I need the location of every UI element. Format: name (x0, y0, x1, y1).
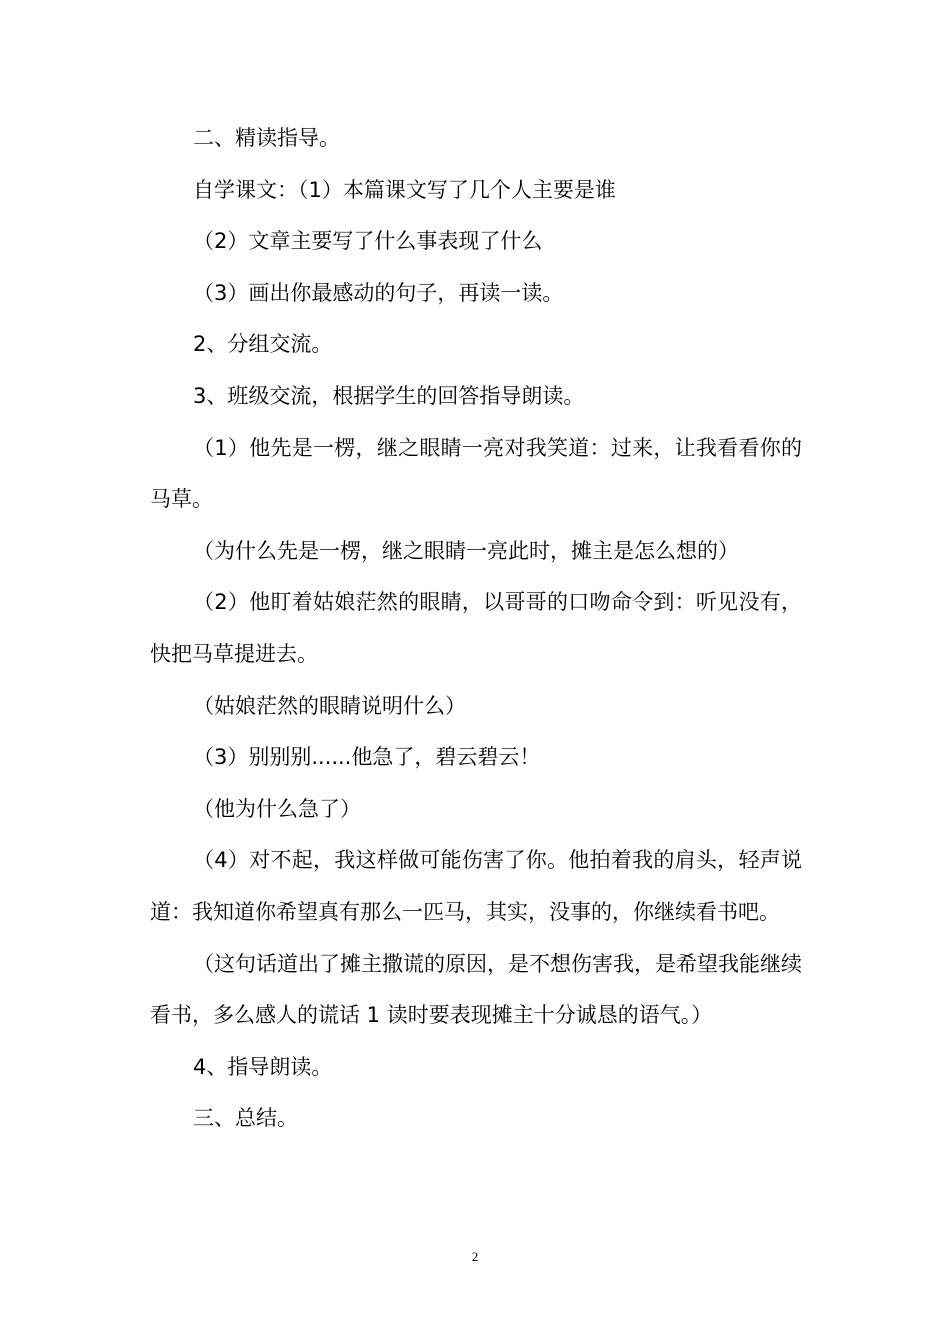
paragraph-quote-2: （2）他盯着姑娘茫然的眼睛，以哥哥的口吻命令到：听见没有，快把马草提进去。 (150, 590, 802, 666)
paragraph-quote-3: （3）别别别......他急了，碧云碧云！ (193, 745, 541, 770)
paragraph-question-3: （3）画出你最感动的句子，再读一读。 (193, 280, 564, 305)
paragraph-group-discussion: 2、分组交流。 (193, 332, 333, 357)
paragraph-question-2: （2）文章主要写了什么事表现了什么 (193, 229, 543, 254)
paragraph-class-discussion: 3、班级交流，根据学生的回答指导朗读。 (193, 383, 585, 408)
paragraph-self-study: 自学课文：（1）本篇课文写了几个人主要是谁 (193, 177, 616, 202)
section-heading-summary: 三、总结。 (193, 1106, 298, 1131)
paragraph-reading-guidance: 4、指导朗读。 (193, 1054, 333, 1079)
paragraph-note-4: （这句话道出了摊主撒谎的原因，是不想伤害我，是希望我能继续看书，多么感人的谎话 1 读时要表现摊主十分诚恳的语气。） (150, 951, 802, 1028)
document-body (150, 113, 802, 1145)
paragraph-note-3: （他为什么急了） (193, 796, 361, 821)
paragraph-quote-4: （4）对不起，我这样做可能伤害了你。他拍着我的肩头，轻声说道：我知道你希望真有那么一匹马，其实，没事的，你继续看书吧。 (150, 848, 802, 924)
paragraph-note-2: （姑娘茫然的眼睛说明什么） (193, 693, 466, 718)
page-number: 2 (471, 1249, 479, 1264)
paragraph-note-1: （为什么先是一楞，继之眼睛一亮此时，摊主是怎么想的） (193, 538, 739, 563)
paragraph-quote-1: （1）他先是一楞，继之眼睛一亮对我笑道：过来，让我看看你的马草。 (150, 435, 802, 512)
section-heading-intensive-reading: 二、精读指导。 (193, 126, 340, 150)
